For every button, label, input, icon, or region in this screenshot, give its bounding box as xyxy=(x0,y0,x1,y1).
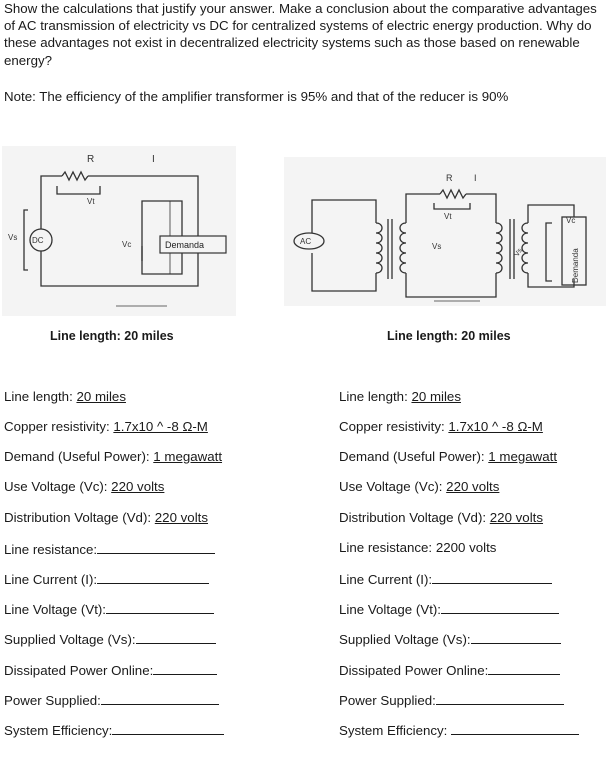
dc-line-resistance: Line resistance: xyxy=(4,540,215,558)
ac-use-voltage: Use Voltage (Vc): 220 volts xyxy=(339,479,500,494)
dc-supplied-voltage: Supplied Voltage (Vs): xyxy=(4,630,216,648)
dc-line-voltage: Line Voltage (Vt): xyxy=(4,600,214,618)
ac-line-length: Line length: 20 miles xyxy=(339,389,461,404)
dc-system-efficiency: System Efficiency: xyxy=(4,721,224,739)
ac-system-efficiency: System Efficiency: xyxy=(339,721,579,739)
dc-source-label: DC xyxy=(32,236,44,245)
ac-vc-label: Vc xyxy=(566,216,576,225)
right-diagram-caption: Line length: 20 miles xyxy=(387,329,511,343)
ac-vt-label: Vt xyxy=(444,212,452,221)
dc-dissipated-power-blank[interactable] xyxy=(153,661,217,675)
dc-line-length: Line length: 20 miles xyxy=(4,389,126,404)
dc-load-label: Demanda xyxy=(165,240,205,250)
ac-line-voltage-blank[interactable] xyxy=(441,600,559,614)
dc-line-current: Line Current (I): xyxy=(4,570,209,588)
dc-dissipated-power: Dissipated Power Online: xyxy=(4,661,217,679)
ac-circuit-svg xyxy=(284,157,606,306)
ac-dissipated-power: Dissipated Power Online: xyxy=(339,661,560,679)
ac-demand: Demand (Useful Power): 1 megawatt xyxy=(339,449,558,464)
ac-resistor-symbol xyxy=(440,190,466,198)
left-diagram-caption: Line length: 20 miles xyxy=(50,329,174,343)
dc-power-supplied-blank[interactable] xyxy=(101,691,219,705)
dc-vt-label: Vt xyxy=(87,197,95,206)
dc-line-resistance-blank[interactable] xyxy=(97,540,215,554)
question-text: Show the calculations that justify your answer. Make a conclusion about the comparative advantages of AC transmission of electricity vs DC for centralized systems of electric energy production. Why do these advantages not exist in decentralized electricity systems such as those based on renewable energy? xyxy=(4,1,597,68)
ac-supplied-voltage-blank[interactable] xyxy=(471,630,561,644)
step-up-transformer-primary xyxy=(376,223,382,273)
dc-line-voltage-blank[interactable] xyxy=(106,600,214,614)
dc-use-voltage: Use Voltage (Vc): 220 volts xyxy=(4,479,165,494)
step-down-transformer-secondary xyxy=(522,223,528,273)
ac-load-label: Demanda xyxy=(571,248,580,283)
dc-current-label: I xyxy=(152,154,155,165)
dc-demand: Demand (Useful Power): 1 megawatt xyxy=(4,449,223,464)
efficiency-note: Note: The efficiency of the amplifier transformer is 95% and that of the reducer is 90% xyxy=(4,89,509,104)
ac-resistor-label: R xyxy=(446,173,453,183)
ac-system-efficiency-blank[interactable] xyxy=(451,721,579,735)
dc-circuit-svg xyxy=(2,146,236,316)
ac-copper-resistivity: Copper resistivity: 1.7x10 ^ -8 Ω-M xyxy=(339,419,543,434)
dc-power-supplied: Power Supplied: xyxy=(4,691,219,709)
ac-power-supplied-blank[interactable] xyxy=(436,691,564,705)
ac-current-label: I xyxy=(474,173,477,183)
ac-power-supplied: Power Supplied: xyxy=(339,691,564,709)
ac-line-current-blank[interactable] xyxy=(432,570,552,584)
dc-resistor-label: R xyxy=(87,154,95,165)
ac-source-label: AC xyxy=(300,237,312,246)
step-up-transformer-secondary xyxy=(400,223,406,273)
ac-supplied-voltage: Supplied Voltage (Vs): xyxy=(339,630,561,648)
dc-circuit-diagram xyxy=(2,146,236,316)
ac-vs-label: Vs xyxy=(432,242,442,251)
dc-vc-label: Vc xyxy=(122,240,132,249)
ac-line-current: Line Current (I): xyxy=(339,570,552,588)
dc-copper-resistivity: Copper resistivity: 1.7x10 ^ -8 Ω-M xyxy=(4,419,208,434)
ac-vs2-label: Vs xyxy=(513,247,524,258)
dc-distribution-voltage: Distribution Voltage (Vd): 220 volts xyxy=(4,510,209,525)
ac-circuit-diagram xyxy=(284,157,606,306)
ac-dissipated-power-blank[interactable] xyxy=(488,661,560,675)
dc-vs-label: Vs xyxy=(8,233,18,242)
resistor-symbol xyxy=(62,172,88,180)
dc-supplied-voltage-blank[interactable] xyxy=(136,630,216,644)
step-down-transformer-primary xyxy=(496,223,502,273)
dc-line-current-blank[interactable] xyxy=(97,570,209,584)
ac-distribution-voltage: Distribution Voltage (Vd): 220 volts xyxy=(339,510,544,525)
ac-line-resistance: Line resistance: 2200 volts xyxy=(339,540,497,555)
dc-system-efficiency-blank[interactable] xyxy=(112,721,224,735)
ac-line-voltage: Line Voltage (Vt): xyxy=(339,600,559,618)
